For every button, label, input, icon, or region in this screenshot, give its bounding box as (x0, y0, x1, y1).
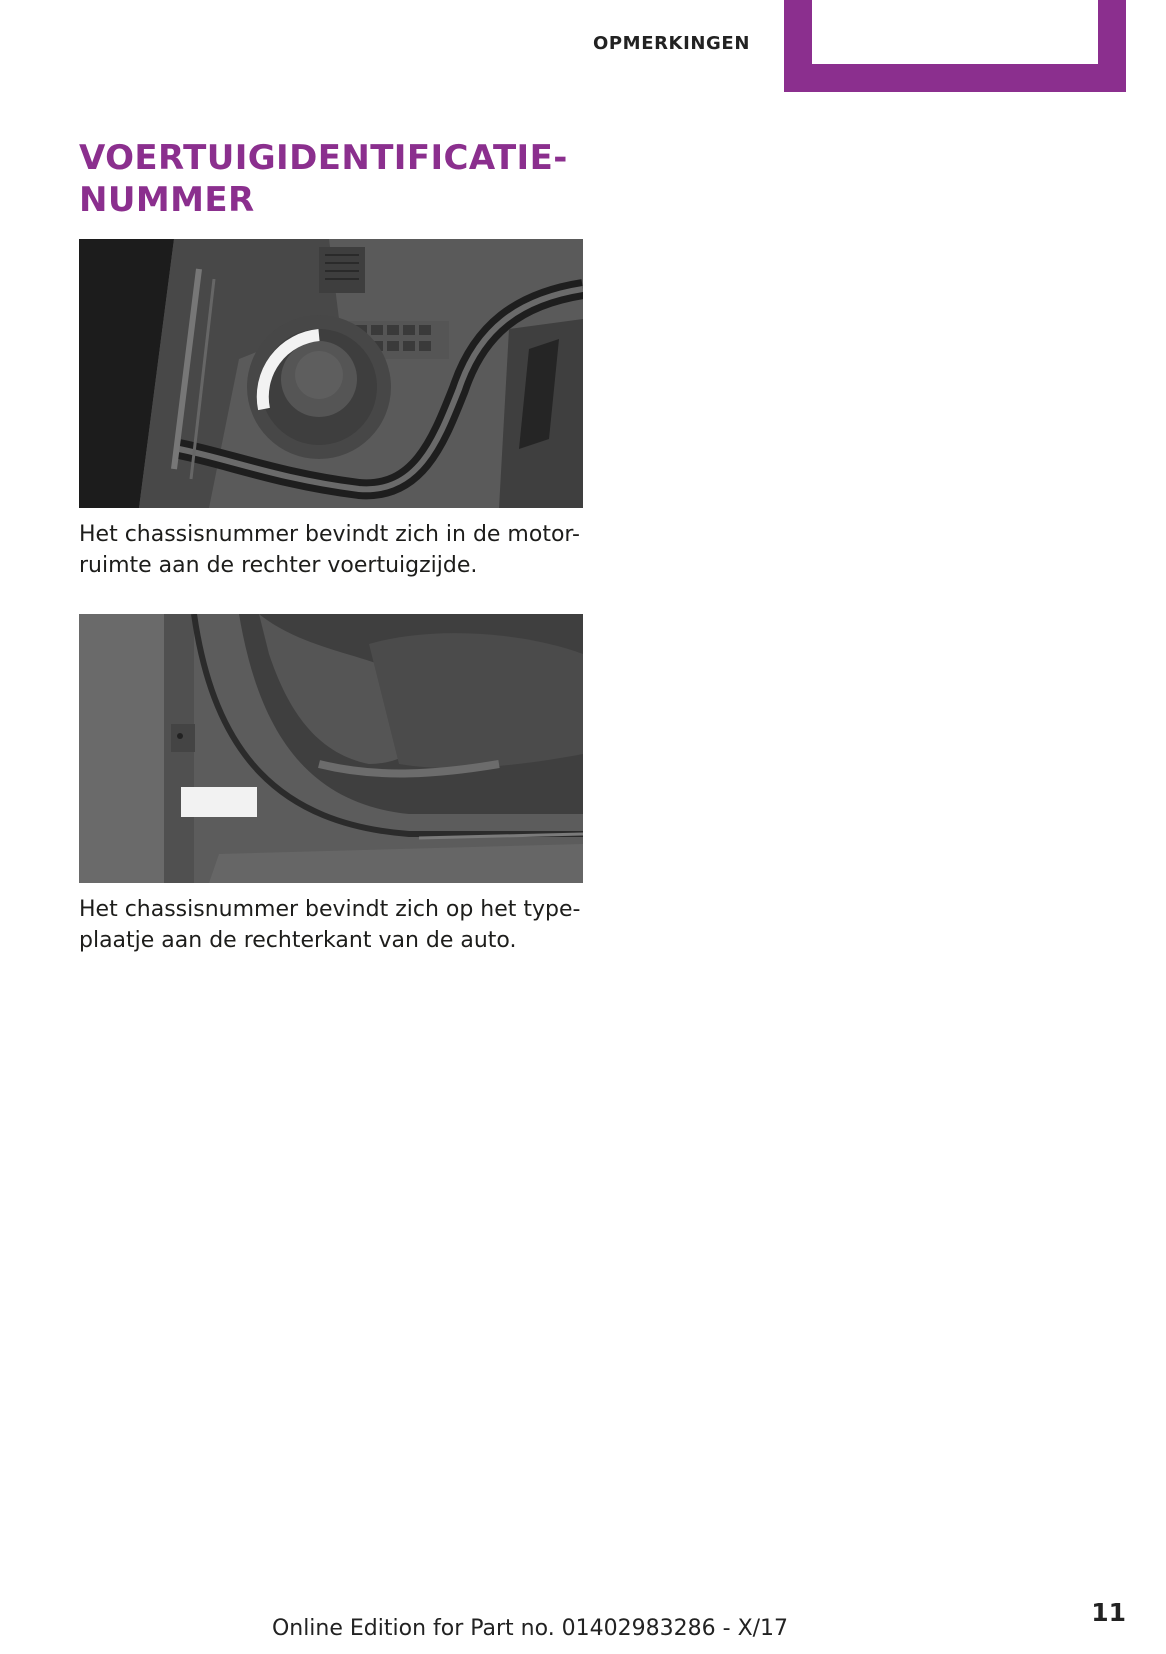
chapter-tab-inner (812, 0, 1098, 64)
figure-2-caption (79, 894, 589, 956)
edition-footer: Online Edition for Part no. 01402983286 - X/17 (271, 1616, 789, 1641)
page-title-line2: NUMMER (79, 180, 255, 220)
figure-1-caption-line1: Het chassisnummer bevindt zich in de motor- (79, 522, 580, 547)
engine-compartment-illustration (79, 239, 583, 508)
page-title-line1: VOERTUIGIDENTIFICATIE- (79, 138, 568, 178)
figure-2-caption-line1: Het chassisnummer bevindt zich op het type- (79, 897, 581, 922)
figure-2-caption-line2: plaatje aan de rechterkant van de auto. (79, 928, 517, 953)
chapter-tab (784, 0, 1126, 92)
page-title (79, 137, 639, 221)
figure-1-caption (79, 519, 589, 581)
door-sill-illustration (79, 614, 583, 883)
figure-1-caption-line2: ruimte aan de rechter voertuigzijde. (79, 553, 478, 578)
page-number: 11 (1091, 1598, 1126, 1627)
running-head: OPMERKINGEN (592, 33, 750, 54)
